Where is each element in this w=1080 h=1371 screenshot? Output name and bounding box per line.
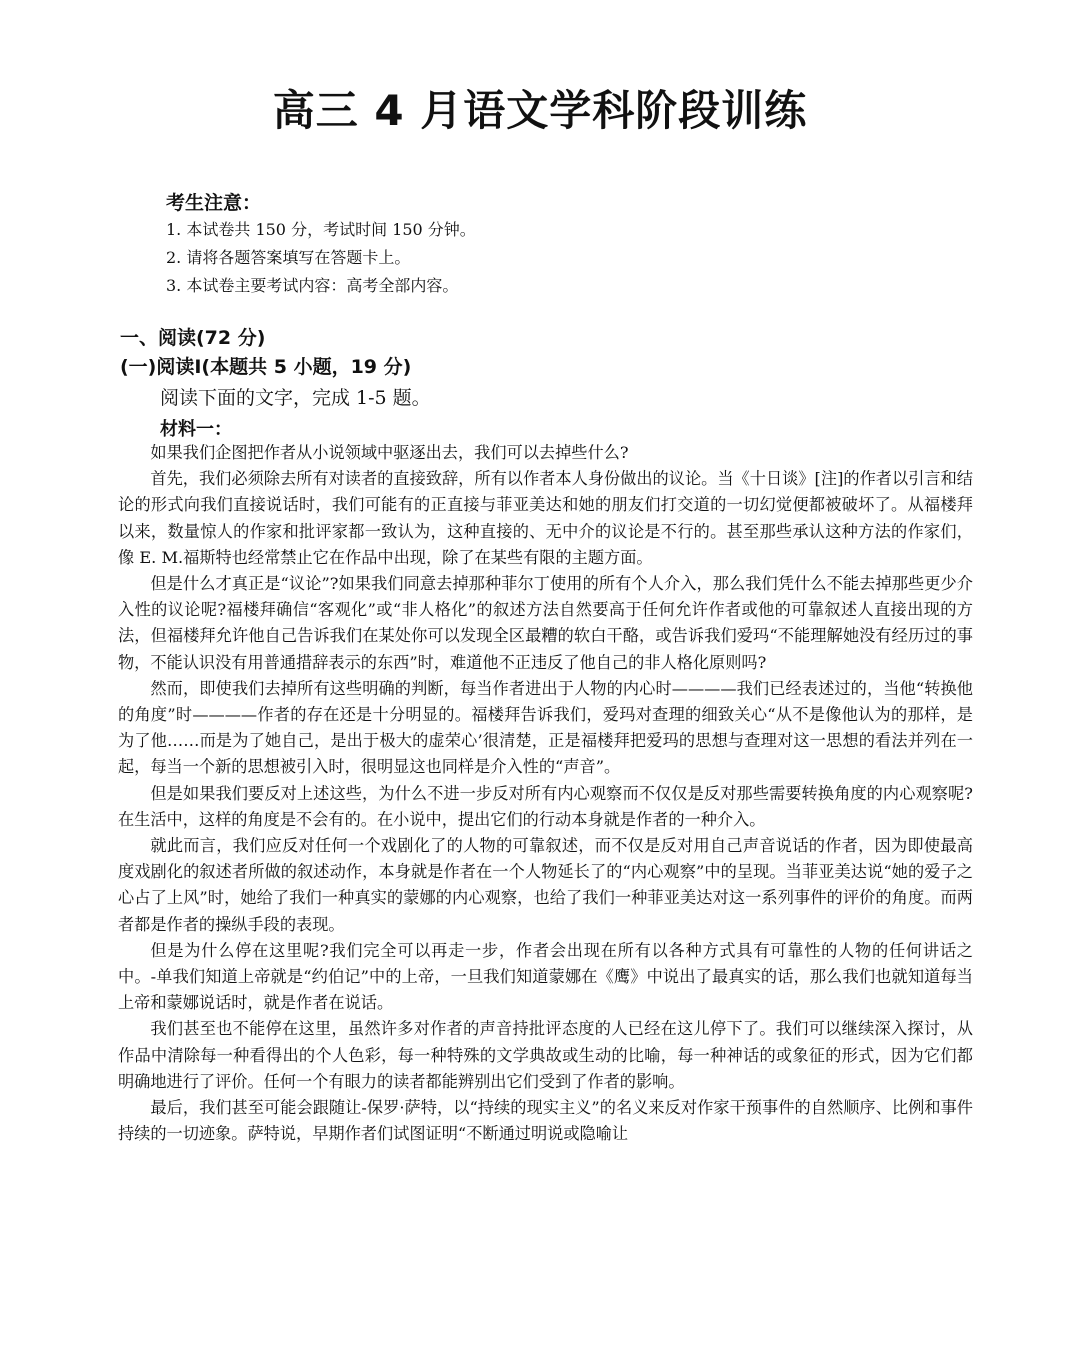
passage-paragraph: 但是为什么停在这里呢?我们完全可以再走一步，作者会出现在所有以各种方式具有可靠性的人物的任何讲话之中。-单我们知道上帝就是“约伯记”中的上帝，一旦我们知道蒙娜在《鹰》中说出了最真实的话，那么我们也就知道每当上帝和蒙娜说话时，就是作者在说话。 bbox=[118, 940, 973, 1013]
passage-paragraph: 但是什么才真正是“议论”?如果我们同意去掉那种菲尔丁使用的所有个人介入，那么我们凭什么不能去掉那些更少介入性的议论呢?福楼拜确信“客观化”或“非人格化”的叙述方法自然要高于任何允许作者或他的可靠叙述人直接出现的方法，但福楼拜允许他自己告诉我们在某处你可以发现全区最糟的软白干酪，或告诉我们爱玛“不能理解她没有经历过的事物，不能认识没有用普通措辞表示的东西”时，难道他不正违反了他自己的非人格化原则吗? bbox=[118, 574, 973, 672]
notice-heading: 考生注意： bbox=[166, 192, 262, 214]
material-label: 材料一： bbox=[160, 419, 232, 440]
reading-passage bbox=[118, 440, 973, 1147]
passage-paragraph: 如果我们企图把作者从小说领域中驱逐出去，我们可以去掉些什么? bbox=[150, 443, 629, 462]
passage-paragraph: 最后，我们甚至可能会跟随让-保罗·萨特，以“持续的现实主义”的名义来反对作家干预事件的自然顺序、比例和事件持续的一切迹象。萨特说，早期作者们试图证明“不断通过明说或隐喻让 bbox=[118, 1098, 973, 1144]
subsection-heading: (一)阅读Ⅰ(本题共 5 小题，19 分) bbox=[120, 356, 412, 378]
notice-item: 3. 本试卷主要考试内容：高考全部内容。 bbox=[166, 276, 459, 295]
passage-paragraph: 我们甚至也不能停在这里，虽然许多对作者的声音持批评态度的人已经在这儿停下了。我们可以继续深入探讨，从作品中清除每一种看得出的个人色彩，每一种特殊的文学典故或生动的比喻，每一种神话的或象征的形式，因为它们都明确地进行了评价。任何一个有眼力的读者都能辨别出它们受到了作者的影响。 bbox=[118, 1019, 973, 1091]
candidate-notice bbox=[166, 190, 866, 300]
passage-paragraph: 首先，我们必须除去所有对读者的直接致辞，所有以作者本人身份做出的议论。当《十日谈》[注]的作者以引言和结论的形式向我们直接说话时，我们可能有的正直接与菲亚美达和她的朋友们打交道的一切幻觉便都被破坏了。从福楼拜以来，数量惊人的作家和批评家都一致认为，这种直接的、无中介的议论是不行的。甚至那些承认这种方法的作家们，像 E. M.福斯特也经常禁止它在作品中出现，除了在某些有限的主题方面。 bbox=[118, 469, 973, 567]
notice-item: 1. 本试卷共 150 分，考试时间 150 分钟。 bbox=[166, 220, 476, 239]
passage-paragraph: 但是如果我们要反对上述这些，为什么不进一步反对所有内心观察而不仅仅是反对那些需要转换角度的内心观察呢?在生活中，这样的角度是不会有的。在小说中，提出它们的行动本身就是作者的一种介入。 bbox=[118, 783, 973, 829]
passage-paragraph: 然而，即使我们去掉所有这些明确的判断，每当作者进出于人物的内心时————我们已经表述过的，当他“转换他的角度”时————作者的存在还是十分明显的。福楼拜告诉我们，爱玛对查理的细致关心“从不是像他认为的那样，是为了他……而是为了她自己，是出于极大的虚荣心’很清楚，正是福楼拜把爱玛的思想与查理对这一思想的看法并列在一起，每当一个新的思想被引入时，很明显这也同样是介入性的“声音”。 bbox=[118, 678, 973, 777]
notice-item: 2. 请将各题答案填写在答题卡上。 bbox=[166, 248, 411, 267]
exam-title: 高三 4 月语文学科阶段训练 bbox=[272, 86, 808, 135]
instruction-text: 阅读下面的文字，完成 1-5 题。 bbox=[160, 387, 431, 409]
passage-paragraph: 就此而言，我们应反对任何一个戏剧化了的人物的可靠叙述，而不仅是反对用自己声音说话的作者，因为即使最高度戏剧化的叙述者所做的叙述动作，本身就是作者在一个人物延长了的“内心观察”中的呈现。当菲亚美达说“她的爱子之心占了上风”时，她给了我们一种真实的蒙娜的内心观察，也给了我们一种菲亚美达对这一系列事件的评价的角度。而两者都是作者的操纵手段的表现。 bbox=[118, 836, 973, 934]
section-heading: 一、阅读(72 分) bbox=[120, 327, 266, 349]
